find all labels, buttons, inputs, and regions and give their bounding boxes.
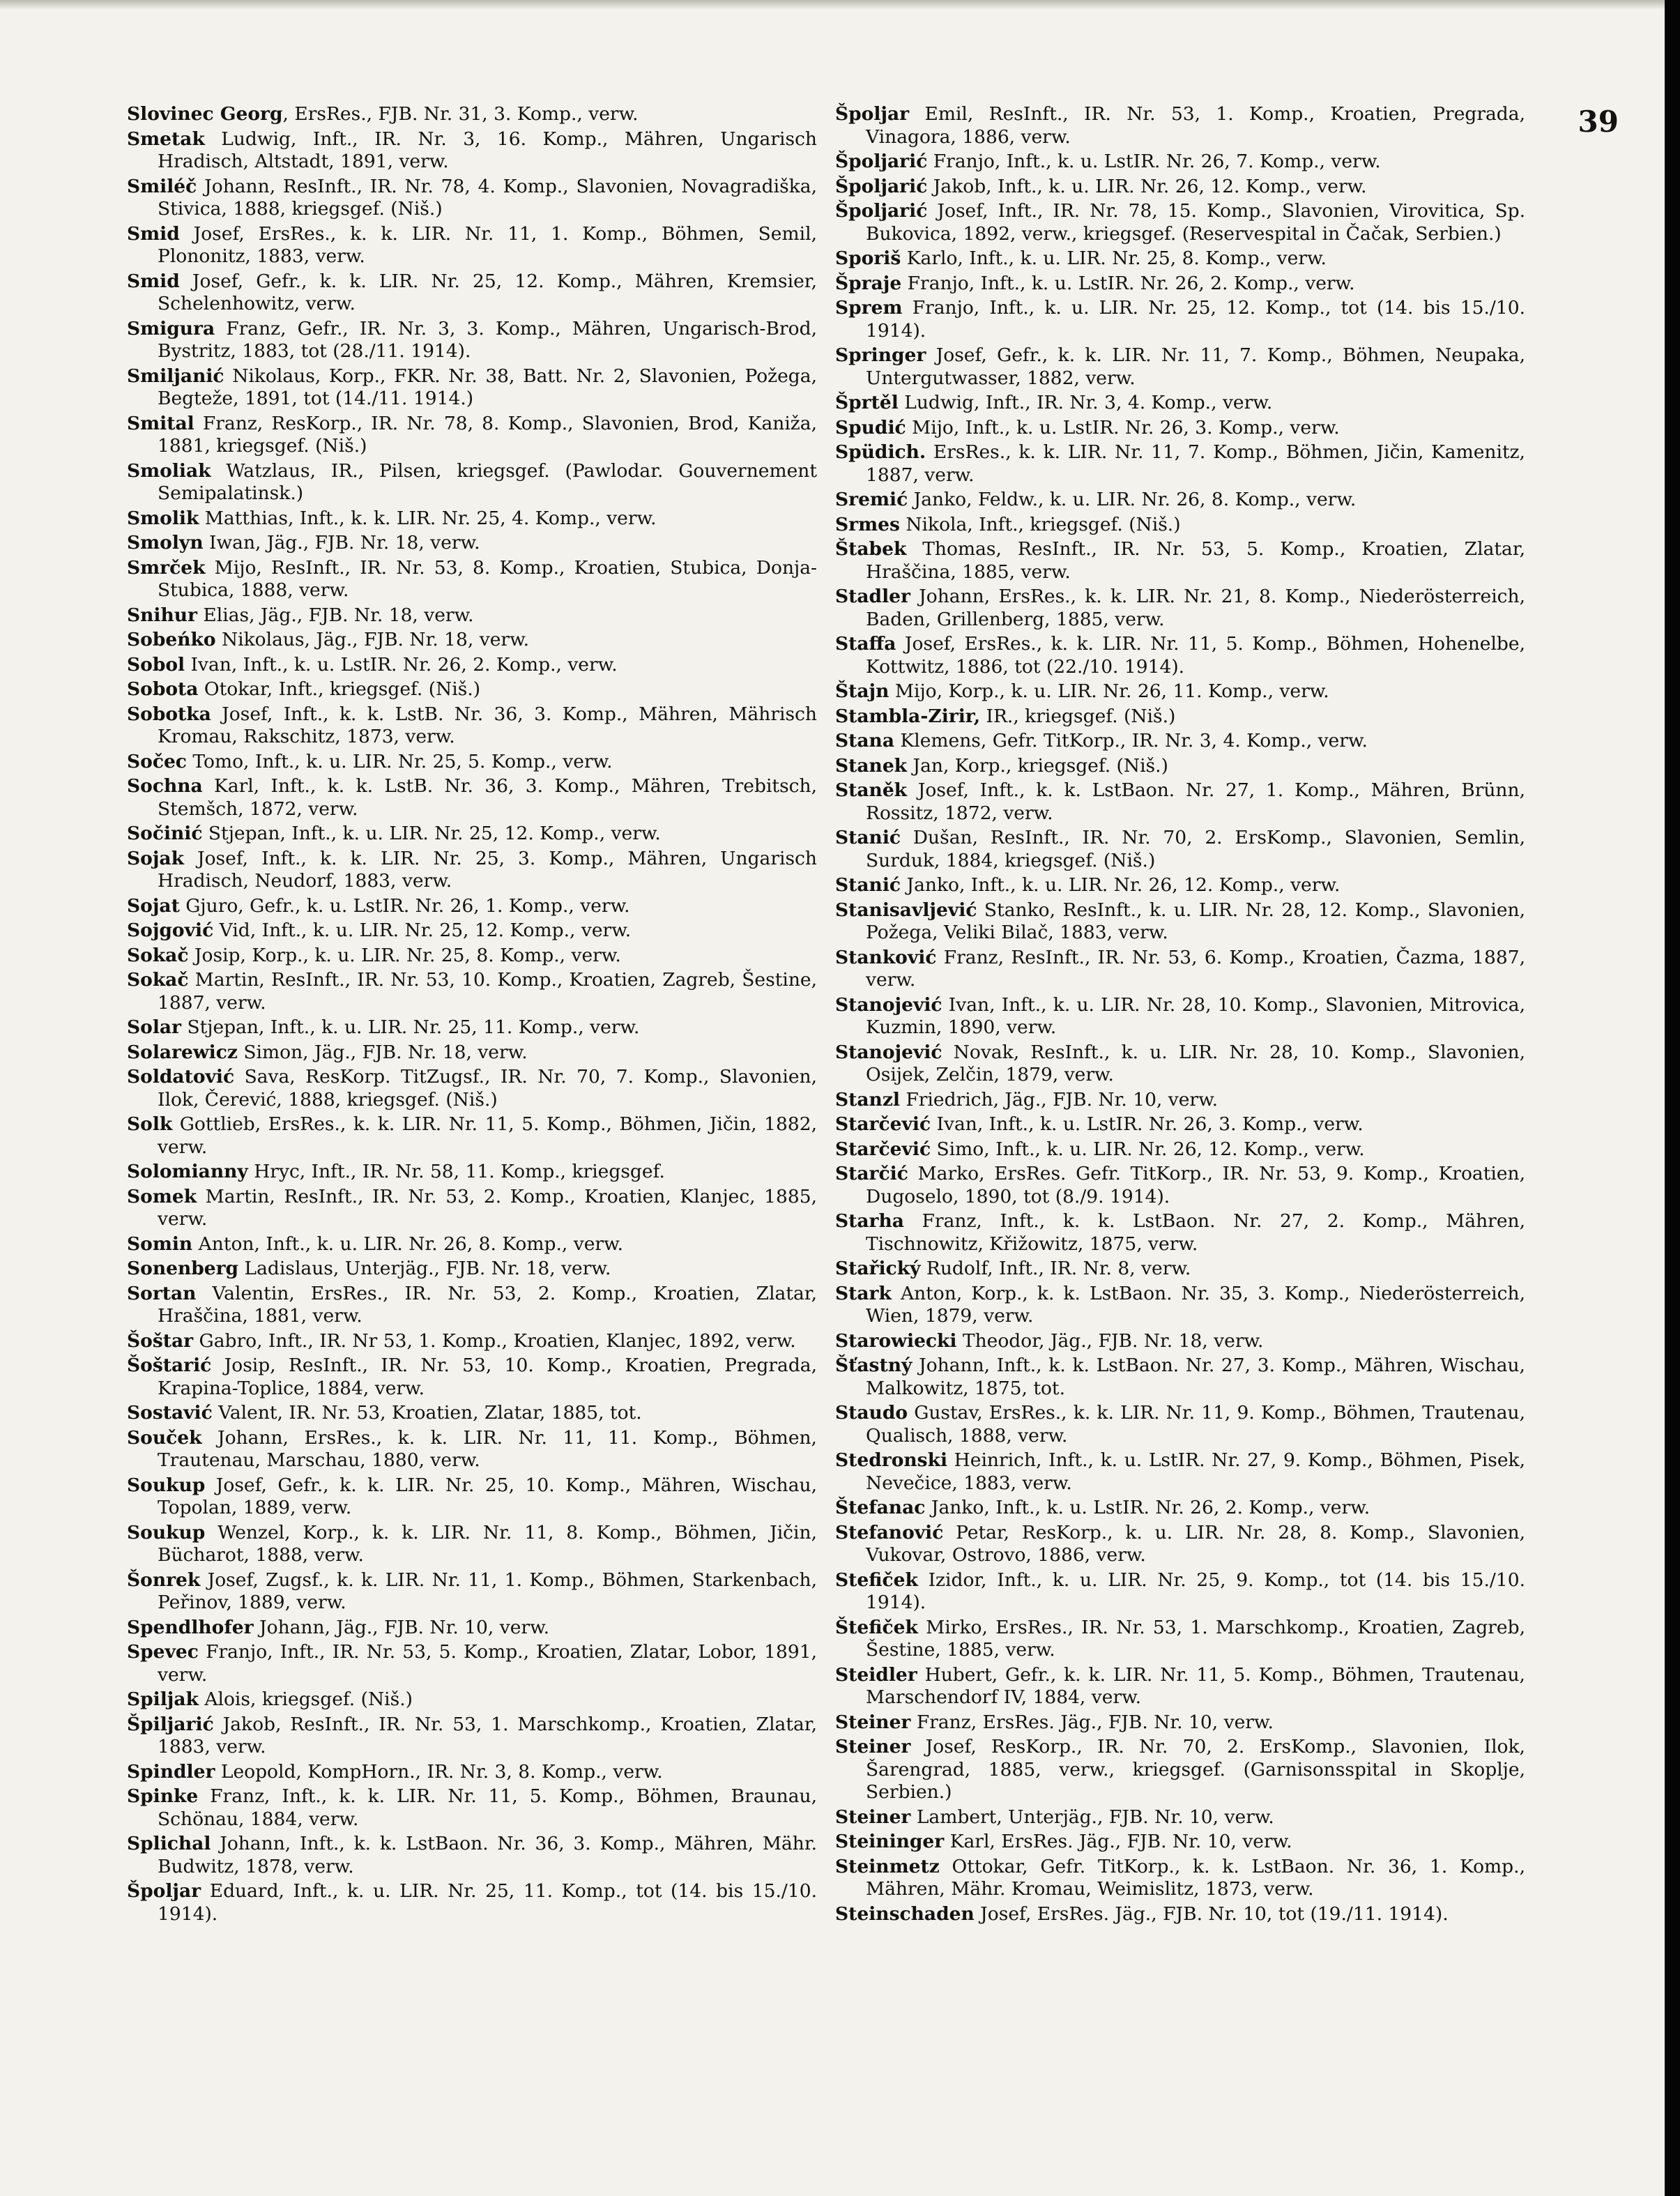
entry-details: Simo, Inft., k. u. LIR. Nr. 26, 12. Komp., verw. — [931, 1138, 1365, 1160]
entry-surname: Stefanović — [835, 1521, 944, 1543]
entry-surname: Souček — [127, 1426, 202, 1449]
entry-details: Josef, Gefr., k. k. LIR. Nr. 11, 7. Komp., Böhmen, Neupaka, Untergutwasser, 1882, verw. — [866, 344, 1525, 389]
entry-surname: Stanković — [835, 946, 937, 968]
entry-details: Janko, Inft., k. u. LstIR. Nr. 26, 2. Komp., verw. — [925, 1497, 1370, 1518]
entry-details: Nikolaus, Jäg., FJB. Nr. 18, verw. — [215, 629, 530, 650]
entry-surname: Steinschaden — [835, 1903, 975, 1925]
entry-details: Johann, Jäg., FJB. Nr. 10, verw. — [253, 1616, 550, 1638]
entry-surname: Šprtěl — [835, 392, 899, 413]
casualty-entry — [835, 1210, 1525, 1256]
entry-details: Friedrich, Jäg., FJB. Nr. 10, verw. — [899, 1088, 1219, 1111]
entry-details: Josip, Korp., k. u. LIR. Nr. 25, 8. Komp., verw. — [188, 944, 621, 966]
entry-details: Franz, Inft., k. k. LIR. Nr. 11, 5. Komp., Böhmen, Braunau, Schönau, 1884, verw. — [158, 1785, 817, 1830]
entry-surname: Sočec — [127, 750, 187, 772]
entry-details: Valent, IR. Nr. 53, Kroatien, Zlatar, 1885, tot. — [212, 1402, 642, 1424]
entry-details: Johann, ErsRes., k. k. LIR. Nr. 21, 8. Komp., Niederösterreich, Baden, Grillenberg, 1885, verw. — [866, 586, 1525, 630]
casualty-entry — [835, 297, 1525, 342]
casualty-entry — [127, 1833, 817, 1878]
casualty-entry — [835, 489, 1525, 512]
entry-surname: Spevec — [127, 1641, 199, 1663]
entry-details: Elias, Jäg., FJB. Nr. 18, verw. — [197, 604, 474, 626]
entry-details: Josef, Inft., k. k. LstBaon. Nr. 27, 1. Komp., Mähren, Brünn, Rossitz, 1872, verw. — [866, 779, 1525, 824]
entry-surname: Štefiček — [835, 1616, 918, 1638]
entry-details: Franz, ResInft., IR. Nr. 53, 6. Komp., Kroatien, Čazma, 1887, verw. — [866, 946, 1525, 991]
casualty-entry — [127, 1617, 817, 1640]
casualty-entry — [127, 1066, 817, 1111]
entry-details: Iwan, Jäg., FJB. Nr. 18, verw. — [203, 532, 480, 554]
entry-surname: Spudić — [835, 416, 906, 439]
entry-surname: Sobotka — [127, 703, 211, 725]
entry-details: Josef, ResKorp., IR. Nr. 70, 2. ErsKomp., Slavonien, Ilok, Šarengrad, 1885, verw., kriegsgef. (Garnisonsspital in Skoplje, Serbien.) — [866, 1736, 1525, 1803]
entry-surname: Smoliak — [127, 459, 211, 482]
entry-surname: Soukup — [127, 1521, 206, 1543]
entry-surname: Somin — [127, 1233, 193, 1255]
casualty-entry — [835, 1806, 1525, 1829]
page-edge-border — [1665, 0, 1680, 2196]
entry-surname: Soukup — [127, 1474, 206, 1496]
casualty-entry — [127, 920, 817, 943]
entry-surname: Somek — [127, 1185, 197, 1207]
casualty-entry — [835, 730, 1525, 753]
entry-surname: Stanek — [835, 754, 908, 777]
casualty-entry — [127, 223, 817, 268]
entry-details: Janko, Inft., k. u. LIR. Nr. 26, 12. Komp., verw. — [901, 874, 1341, 896]
casualty-entry — [835, 1856, 1525, 1901]
entry-surname: Špoljarić — [835, 175, 928, 197]
entry-surname: Smid — [127, 270, 180, 292]
entry-surname: Spindler — [127, 1760, 215, 1783]
entry-surname: Stanzl — [835, 1088, 900, 1111]
entry-surname: Štabek — [835, 538, 907, 560]
entry-details: Mirko, ErsRes., IR. Nr. 53, 1. Marschkomp., Kroatien, Zagreb, Šestine, 1885, verw. — [866, 1616, 1525, 1661]
casualty-entry — [127, 1016, 817, 1039]
entry-surname: Starčević — [835, 1138, 931, 1160]
entry-details: Martin, ResInft., IR. Nr. 53, 2. Komp., Kroatien, Klanjec, 1885, verw. — [158, 1185, 817, 1230]
entry-surname: Sortan — [127, 1282, 197, 1304]
casualty-entry — [835, 1449, 1525, 1495]
entry-details: Johann, ResInft., IR. Nr. 78, 4. Komp., Slavonien, Novagradiška, Stivica, 1888, kriegsgef. (Niš.) — [158, 175, 817, 220]
casualty-entry — [835, 827, 1525, 872]
casualty-entry — [835, 176, 1525, 199]
entry-surname: Sokač — [127, 969, 189, 991]
entry-surname: Sojat — [127, 894, 180, 917]
entry-details: Gottlieb, ErsRes., k. k. LIR. Nr. 11, 5. Komp., Böhmen, Jičin, 1882, verw. — [158, 1113, 817, 1158]
entry-details: Heinrich, Inft., k. u. LstIR. Nr. 27, 9. Komp., Böhmen, Pisek, Nevečice, 1883, verw. — [866, 1449, 1525, 1494]
casualty-entry — [127, 532, 817, 555]
entry-details: Ivan, Inft., k. u. LstIR. Nr. 26, 2. Komp., verw. — [185, 653, 618, 676]
entry-surname: Špoljar — [127, 1880, 201, 1902]
entry-details: Thomas, ResInft., IR. Nr. 53, 5. Komp., Kroatien, Zlatar, Hraščina, 1885, verw. — [866, 538, 1525, 583]
casualty-entry — [127, 413, 817, 458]
entry-surname: Stanić — [835, 827, 901, 848]
casualty-entry — [127, 969, 817, 1014]
entry-details: Dušan, ResInft., IR. Nr. 70, 2. ErsKomp., Slavonien, Semlin, Surduk, 1884, kriegsgef. (Niš.) — [866, 827, 1525, 871]
entry-surname: Steiner — [835, 1736, 911, 1757]
entry-details: Ludwig, Inft., IR. Nr. 3, 4. Komp., verw. — [898, 392, 1273, 413]
entry-details: Josef, Inft., k. k. LIR. Nr. 25, 3. Komp., Mähren, Ungarisch Hradisch, Neudorf, 1883, verw. — [158, 847, 817, 892]
casualty-entry — [835, 779, 1525, 825]
entry-details: Izidor, Inft., k. u. LIR. Nr. 25, 9. Komp., tot (14. bis 15./10. 1914). — [866, 1569, 1525, 1613]
entry-surname: Sobeńko — [127, 629, 216, 650]
casualty-entry — [127, 557, 817, 602]
casualty-entry — [127, 1233, 817, 1256]
entry-details: Ladislaus, Unterjäg., FJB. Nr. 18, verw. — [238, 1258, 611, 1279]
entry-surname: Šoštar — [127, 1329, 194, 1352]
casualty-entry — [835, 200, 1525, 245]
entry-details: Eduard, Inft., k. u. LIR. Nr. 25, 11. Komp., tot (14. bis 15./10. 1914). — [158, 1880, 817, 1925]
entry-details: Jan, Korp., kriegsgef. (Niš.) — [907, 754, 1168, 777]
casualty-entry — [127, 678, 817, 701]
entry-surname: Stanojević — [835, 1041, 942, 1063]
entry-details: ErsRes., k. k. LIR. Nr. 11, 7. Komp., Böhmen, Jičin, Kamenitz, 1887, verw. — [866, 441, 1525, 486]
casualty-entry — [127, 604, 817, 627]
entry-details: Josef, ErsRes., k. k. LIR. Nr. 11, 5. Komp., Böhmen, Hohenelbe, Kottwitz, 1886, tot (22./10. 1914). — [866, 633, 1525, 678]
entry-surname: Smetak — [127, 128, 205, 150]
entry-details: Alois, kriegsgef. (Niš.) — [198, 1688, 413, 1710]
entry-details: Josef, Inft., IR. Nr. 78, 15. Komp., Slavonien, Virovitica, Sp. Bukovica, 1892, verw., kriegsgef. (Reservespital in Čačak, Serbien.) — [866, 200, 1525, 245]
entry-surname: Smital — [127, 412, 194, 434]
casualty-entry — [127, 1688, 817, 1711]
entry-surname: Stambla-Zirir, — [835, 705, 981, 727]
casualty-entry — [835, 151, 1525, 174]
entry-details: Franjo, Inft., IR. Nr. 53, 5. Komp., Kroatien, Zlatar, Lobor, 1891, verw. — [158, 1641, 817, 1686]
entry-details: Stjepan, Inft., k. u. LIR. Nr. 25, 12. Komp., verw. — [202, 823, 661, 844]
casualty-entry — [127, 1522, 817, 1567]
entry-surname: Sočinić — [127, 823, 203, 844]
entry-details: Theodor, Jäg., FJB. Nr. 18, verw. — [956, 1329, 1264, 1352]
entry-details: Stanko, ResInft., k. u. LIR. Nr. 28, 12. Komp., Slavonien, Požega, Veliki Bilač, 1883, verw. — [866, 899, 1525, 943]
entry-surname: Spüdich. — [835, 441, 926, 463]
entry-surname: Špoljarić — [835, 200, 928, 222]
entry-details: Hryc, Inft., IR. Nr. 58, 11. Komp., kriegsgef. — [247, 1161, 665, 1182]
casualty-entry — [127, 1186, 817, 1231]
entry-details: Josef, Inft., k. k. LstB. Nr. 36, 3. Komp., Mähren, Mährisch Kromau, Rakschitz, 1873, verw. — [158, 703, 817, 747]
entry-details: Mijo, Inft., k. u. LstIR. Nr. 26, 3. Komp., verw. — [906, 416, 1340, 439]
entry-details: Novak, ResInft., k. u. LIR. Nr. 28, 10. Komp., Slavonien, Osijek, Zelčin, 1879, verw. — [866, 1041, 1525, 1085]
entry-details: Marko, ErsRes. Gefr. TitKorp., IR. Nr. 53, 9. Komp., Kroatien, Dugoselo, 1890, tot (8./9. 1914). — [866, 1163, 1525, 1207]
casualty-entry — [127, 103, 817, 126]
entry-surname: Smid — [127, 222, 180, 245]
entry-surname: Stedronski — [835, 1449, 948, 1471]
casualty-entry — [127, 1161, 817, 1184]
entry-surname: Stanić — [835, 874, 901, 896]
entry-surname: Starha — [835, 1210, 904, 1232]
entry-details: Josip, ResInft., IR. Nr. 53, 10. Komp., Kroatien, Pregrada, Krapina-Toplice, 1884, verw. — [158, 1355, 817, 1399]
casualty-entry — [835, 344, 1525, 390]
casualty-entry — [835, 1355, 1525, 1400]
casualty-entry — [127, 895, 817, 918]
entry-details: Janko, Feldw., k. u. LIR. Nr. 26, 8. Komp., verw. — [908, 489, 1357, 510]
entry-details: Tomo, Inft., k. u. LIR. Nr. 25, 5. Komp., verw. — [186, 750, 613, 772]
entry-details: Franjo, Inft., k. u. LIR. Nr. 25, 12. Komp., tot (14. bis 15./10. 1914). — [866, 297, 1525, 342]
casualty-entry — [835, 1089, 1525, 1112]
casualty-entry — [127, 1402, 817, 1425]
casualty-entry — [127, 1569, 817, 1615]
casualty-entry — [835, 994, 1525, 1039]
casualty-entry — [127, 1427, 817, 1472]
entry-surname: Starčić — [835, 1163, 908, 1184]
casualty-entry — [835, 680, 1525, 703]
casualty-entry — [127, 318, 817, 363]
casualty-entry — [835, 103, 1525, 148]
casualty-entry — [835, 1163, 1525, 1208]
casualty-entry — [127, 1330, 817, 1353]
entry-surname: Staudo — [835, 1402, 908, 1424]
casualty-entry — [835, 1736, 1525, 1804]
entry-surname: Solarewicz — [127, 1041, 238, 1063]
entry-details: Nikolaus, Korp., FKR. Nr. 38, Batt. Nr. 2, Slavonien, Požega, Begteže, 1891, tot (14./11. 1914.) — [158, 365, 817, 409]
entry-surname: Sojgović — [127, 920, 214, 941]
entry-surname: Stark — [835, 1282, 892, 1304]
entry-surname: Smigura — [127, 317, 215, 340]
casualty-entry — [835, 706, 1525, 729]
entry-surname: Steiner — [835, 1711, 911, 1733]
entry-details: Josef, Zugsf., k. k. LIR. Nr. 11, 1. Komp., Böhmen, Starkenbach, Peřinov, 1889, verw. — [158, 1569, 817, 1613]
entry-details: Watzlaus, IR., Pilsen, kriegsgef. (Pawlodar. Gouvernement Semipalatinsk.) — [158, 459, 817, 504]
entry-details: Sava, ResKorp. TitZugsf., IR. Nr. 70, 7. Komp., Slavonien, Ilok, Čerević, 1888, kriegsgef. (Niš.) — [158, 1066, 817, 1111]
casualty-entry — [127, 823, 817, 846]
casualty-entry — [127, 365, 817, 411]
casualty-entry — [127, 176, 817, 221]
entry-details: Franz, ResKorp., IR. Nr. 78, 8. Komp., Slavonien, Brod, Kaniža, 1881, kriegsgef. (Niš.) — [158, 412, 817, 457]
casualty-entry — [127, 775, 817, 821]
page-number: 39 — [1578, 105, 1619, 139]
casualty-entry — [127, 1761, 817, 1784]
casualty-entry — [835, 514, 1525, 537]
entry-surname: Sobota — [127, 678, 199, 700]
casualty-entry — [835, 874, 1525, 897]
casualty-entry — [835, 1522, 1525, 1567]
entry-details: Karl, ErsRes. Jäg., FJB. Nr. 10, verw. — [944, 1831, 1292, 1852]
entry-surname: Sobol — [127, 653, 185, 676]
casualty-entry — [835, 633, 1525, 678]
casualty-entry — [835, 1711, 1525, 1734]
entry-surname: Špoljarić — [835, 151, 928, 172]
casualty-entry — [127, 1641, 817, 1686]
entry-surname: Šťastný — [835, 1355, 912, 1376]
entry-details: Otokar, Inft., kriegsgef. (Niš.) — [198, 678, 481, 700]
casualty-entry — [127, 508, 817, 531]
entry-details: Franz, Gefr., IR. Nr. 3, 3. Komp., Mähren, Ungarisch-Brod, Bystritz, 1883, tot (28./11. 1914). — [158, 317, 817, 362]
casualty-entry — [835, 1569, 1525, 1615]
entry-details: Josef, ErsRes., k. k. LIR. Nr. 11, 1. Komp., Böhmen, Semil, Plononitz, 1883, verw. — [158, 222, 817, 267]
entry-details: Franjo, Inft., k. u. LstIR. Nr. 26, 7. Komp., verw. — [927, 151, 1381, 172]
entry-surname: Smolyn — [127, 532, 204, 554]
casualty-entry — [127, 629, 817, 652]
entry-details: Ottokar, Gefr. TitKorp., k. k. LstBaon. Nr. 36, 1. Komp., Mähren, Mähr. Kromau, Weimislitz, 1873, verw. — [866, 1855, 1525, 1900]
entry-details: Hubert, Gefr., k. k. LIR. Nr. 11, 5. Komp., Böhmen, Trautenau, Marschendorf IV, 1884, verw. — [866, 1663, 1525, 1708]
entry-details: Wenzel, Korp., k. k. LIR. Nr. 11, 8. Komp., Böhmen, Jičin, Bücharot, 1888, verw. — [158, 1521, 817, 1566]
entry-details: Rudolf, Inft., IR. Nr. 8, verw. — [920, 1258, 1191, 1279]
entry-surname: Šoštarić — [127, 1355, 212, 1376]
entry-details: Ivan, Inft., k. u. LIR. Nr. 28, 10. Komp., Slavonien, Mitrovica, Kuzmin, 1890, verw. — [866, 993, 1525, 1038]
casualty-entry — [835, 586, 1525, 631]
casualty-entry — [127, 1042, 817, 1065]
entry-details: Josef, Gefr., k. k. LIR. Nr. 25, 10. Komp., Mähren, Wischau, Topolan, 1889, verw. — [158, 1474, 817, 1518]
casualty-entry — [835, 899, 1525, 945]
entry-surname: Sostavić — [127, 1402, 213, 1424]
entry-surname: Springer — [835, 344, 926, 366]
entry-surname: Splichal — [127, 1833, 211, 1854]
entry-details: Leopold, KompHorn., IR. Nr. 3, 8. Komp., verw. — [215, 1760, 663, 1783]
entry-details: Matthias, Inft., k. k. LIR. Nr. 25, 4. Komp., verw. — [199, 507, 657, 529]
casualty-entry — [835, 1664, 1525, 1709]
casualty-entry — [127, 1785, 817, 1831]
casualty-entry — [127, 654, 817, 677]
casualty-entry — [835, 1330, 1525, 1353]
casualty-entry — [127, 1474, 817, 1520]
entry-surname: Sremić — [835, 489, 908, 510]
casualty-entry — [835, 947, 1525, 992]
entry-surname: Stefiček — [835, 1569, 918, 1591]
entry-surname: Steiner — [835, 1806, 911, 1828]
casualty-entry — [835, 1138, 1525, 1161]
entry-details: Franz, ErsRes. Jäg., FJB. Nr. 10, verw. — [910, 1711, 1274, 1733]
entry-surname: Spendlhofer — [127, 1616, 254, 1638]
casualty-entry — [835, 1402, 1525, 1447]
entry-surname: Smiléč — [127, 175, 197, 197]
casualty-entry — [127, 1880, 817, 1926]
casualty-entry — [127, 270, 817, 316]
casualty-entry — [835, 273, 1525, 296]
entry-details: Gjuro, Gefr., k. u. LstIR. Nr. 26, 1. Komp., verw. — [179, 894, 630, 917]
entry-details: Jakob, Inft., k. u. LIR. Nr. 26, 12. Komp., verw. — [927, 175, 1367, 197]
entry-surname: Šonrek — [127, 1569, 201, 1591]
entry-surname: Srmes — [835, 513, 900, 535]
entry-surname: Smiljanić — [127, 365, 224, 387]
entry-surname: Slovinec Georg — [127, 103, 283, 125]
entry-surname: Špraje — [835, 272, 902, 294]
entry-details: Josef, Gefr., k. k. LIR. Nr. 25, 12. Komp., Mähren, Kremsier, Schelenhowitz, verw. — [158, 270, 817, 314]
entry-details: Martin, ResInft., IR. Nr. 53, 10. Komp., Kroatien, Zagreb, Šestine, 1887, verw. — [158, 969, 817, 1014]
casualty-entry — [835, 417, 1525, 440]
entry-details: Karlo, Inft., k. u. LIR. Nr. 25, 8. Komp., verw. — [901, 247, 1327, 269]
entry-details: Klemens, Gefr. TitKorp., IR. Nr. 3, 4. Komp., verw. — [894, 730, 1368, 752]
casualty-entry — [127, 703, 817, 749]
entry-surname: Snihur — [127, 604, 197, 626]
entry-surname: Staffa — [835, 633, 896, 655]
entry-details: Anton, Inft., k. u. LIR. Nr. 26, 8. Komp., verw. — [192, 1233, 624, 1255]
entry-details: Franjo, Inft., k. u. LstIR. Nr. 26, 2. Komp., verw. — [901, 272, 1355, 294]
page-top-shadow — [0, 0, 1680, 10]
casualty-entry — [835, 247, 1525, 270]
entry-surname: Stanojević — [835, 993, 942, 1016]
entry-details: Vid, Inft., k. u. LIR. Nr. 25, 12. Komp., verw. — [213, 920, 632, 941]
entry-details: Stjepan, Inft., k. u. LIR. Nr. 25, 11. Komp., verw. — [181, 1016, 640, 1038]
entry-surname: Starowiecki — [835, 1329, 957, 1352]
left-column — [127, 103, 817, 1928]
entry-details: Anton, Korp., k. k. LstBaon. Nr. 35, 3. Komp., Niederösterreich, Wien, 1879, verw. — [866, 1282, 1525, 1327]
entry-surname: Soldatović — [127, 1066, 235, 1088]
entry-details: Mijo, ResInft., IR. Nr. 53, 8. Komp., Kroatien, Stubica, Donja-Stubica, 1888, verw. — [158, 556, 817, 601]
casualty-entry — [127, 1714, 817, 1759]
entry-surname: Štajn — [835, 680, 889, 702]
entry-surname: Stanisavljević — [835, 899, 977, 921]
entry-surname: Sojak — [127, 847, 184, 869]
entry-surname: Stadler — [835, 586, 910, 607]
entry-details: Nikola, Inft., kriegsgef. (Niš.) — [899, 513, 1181, 535]
casualty-entry — [835, 1283, 1525, 1328]
entry-surname: Štefanac — [835, 1497, 926, 1518]
entry-surname: Staněk — [835, 779, 908, 801]
casualty-entry — [127, 1283, 817, 1328]
entry-surname: Smrček — [127, 556, 206, 579]
casualty-entry — [127, 848, 817, 893]
entry-details: Johann, Inft., k. k. LstBaon. Nr. 27, 3. Komp., Mähren, Wischau, Malkowitz, 1875, tot. — [866, 1355, 1525, 1399]
casualty-entry — [835, 538, 1525, 584]
casualty-entry — [835, 441, 1525, 487]
entry-surname: Sprem — [835, 297, 903, 319]
casualty-entry — [835, 392, 1525, 415]
entry-surname: Stana — [835, 730, 894, 752]
entry-surname: Solk — [127, 1113, 173, 1135]
casualty-entry — [835, 1617, 1525, 1662]
casualty-entry — [835, 1258, 1525, 1281]
entry-surname: Steininger — [835, 1831, 945, 1852]
right-column — [835, 103, 1525, 1928]
entry-surname: Špoljar — [835, 103, 910, 125]
casualty-entry — [835, 755, 1525, 778]
entry-surname: Sonenberg — [127, 1258, 239, 1279]
entry-surname: Starčević — [835, 1113, 931, 1135]
entry-details: Emil, ResInft., IR. Nr. 53, 1. Komp., Kroatien, Pregrada, Vinagora, 1886, verw. — [866, 103, 1525, 148]
entry-details: Johann, Inft., k. k. LstBaon. Nr. 36, 3. Komp., Mähren, Mähr. Budwitz, 1878, verw. — [158, 1833, 817, 1877]
entry-details: Karl, Inft., k. k. LstB. Nr. 36, 3. Komp., Mähren, Trebitsch, Stemšch, 1872, verw. — [158, 775, 817, 820]
casualty-entry — [835, 1497, 1525, 1520]
entry-details: Lambert, Unterjäg., FJB. Nr. 10, verw. — [910, 1806, 1274, 1828]
entry-details: Valentin, ErsRes., IR. Nr. 53, 2. Komp., Kroatien, Zlatar, Hraščina, 1881, verw. — [158, 1282, 817, 1327]
entry-details: Mijo, Korp., k. u. LIR. Nr. 26, 11. Komp., verw. — [889, 680, 1329, 702]
entry-surname: Sokač — [127, 944, 189, 966]
entry-details: , ErsRes., FJB. Nr. 31, 3. Komp., verw. — [282, 103, 639, 125]
entry-surname: Spiljak — [127, 1688, 199, 1710]
entry-surname: Solomianny — [127, 1161, 248, 1182]
entry-details: Josef, ErsRes. Jäg., FJB. Nr. 10, tot (19./11. 1914). — [974, 1903, 1449, 1925]
casualty-entry — [835, 1903, 1525, 1926]
entry-details: Gabro, Inft., IR. Nr 53, 1. Komp., Kroatien, Klanjec, 1892, verw. — [193, 1329, 796, 1352]
entry-details: Ivan, Inft., k. u. LstIR. Nr. 26, 3. Komp., verw. — [931, 1113, 1364, 1135]
casualty-entry — [835, 1042, 1525, 1087]
casualty-entry — [127, 1113, 817, 1159]
entry-surname: Spinke — [127, 1785, 199, 1807]
casualty-entry — [127, 1355, 817, 1400]
casualty-entry — [127, 128, 817, 174]
entry-details: Ludwig, Inft., IR. Nr. 3, 16. Komp., Mähren, Ungarisch Hradisch, Altstadt, 1891, verw. — [158, 128, 817, 172]
entry-details: Franz, Inft., k. k. LstBaon. Nr. 27, 2. Komp., Mähren, Tischnowitz, Křižowitz, 1875, verw. — [866, 1210, 1525, 1255]
entry-surname: Sochna — [127, 775, 203, 797]
entry-surname: Sporiš — [835, 247, 901, 269]
entry-details: IR., kriegsgef. (Niš.) — [980, 705, 1176, 727]
casualty-entry — [835, 1831, 1525, 1854]
casualty-entry — [835, 1113, 1525, 1136]
entry-surname: Smolik — [127, 507, 199, 529]
entry-surname: Steinmetz — [835, 1855, 940, 1877]
entry-surname: Steidler — [835, 1663, 917, 1686]
casualty-entry — [127, 460, 817, 505]
entry-surname: Solar — [127, 1016, 182, 1038]
entry-surname: Špiljarić — [127, 1713, 214, 1735]
entry-details: Petar, ResKorp., k. u. LIR. Nr. 28, 8. Komp., Slavonien, Vukovar, Ostrovo, 1886, verw. — [866, 1521, 1525, 1566]
entry-details: Gustav, ErsRes., k. k. LIR. Nr. 11, 9. Komp., Böhmen, Trautenau, Qualisch, 1888, verw. — [866, 1402, 1525, 1447]
entry-details: Johann, ErsRes., k. k. LIR. Nr. 11, 11. Komp., Böhmen, Trautenau, Marschau, 1880, verw. — [158, 1426, 817, 1471]
casualty-entry — [127, 1258, 817, 1281]
entry-details: Jakob, ResInft., IR. Nr. 53, 1. Marschkomp., Kroatien, Zlatar, 1883, verw. — [158, 1713, 817, 1757]
casualty-entry — [127, 945, 817, 968]
entry-surname: Stařický — [835, 1258, 921, 1279]
casualty-entry — [127, 751, 817, 774]
entry-details: Simon, Jäg., FJB. Nr. 18, verw. — [237, 1041, 528, 1063]
